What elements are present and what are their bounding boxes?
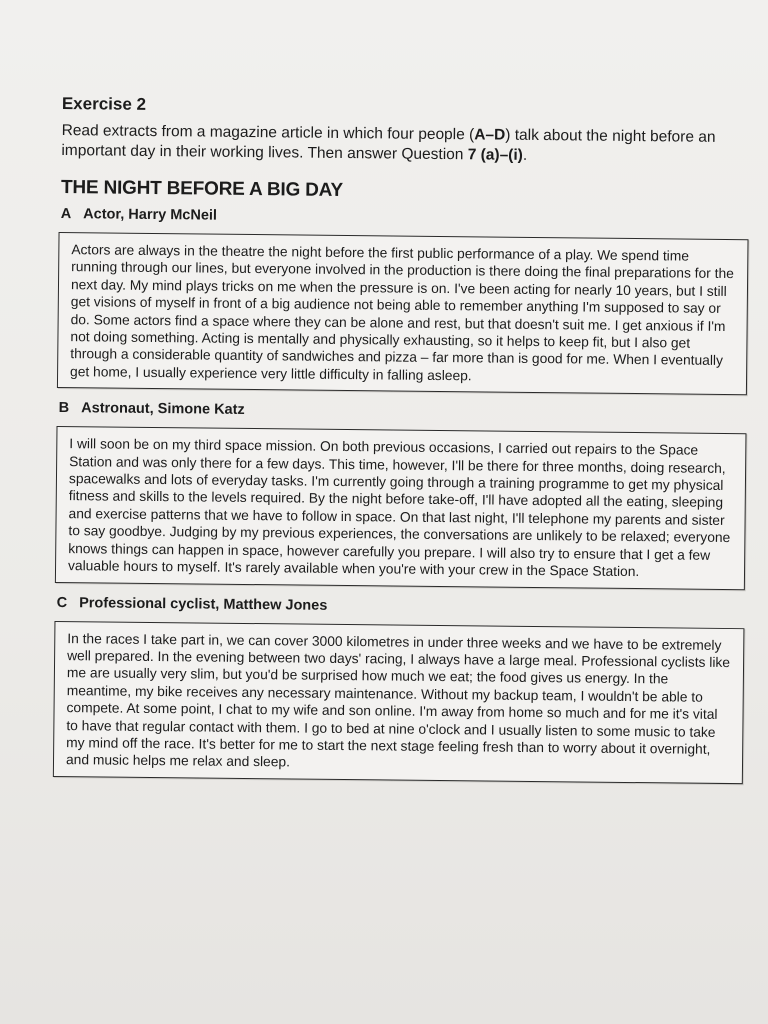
extract-box [55, 426, 747, 589]
instructions-text: ) talk about the night before an important day in their working lives. Then answer Question [61, 126, 716, 164]
section-speaker: Professional cyclist, Matthew Jones [79, 594, 328, 614]
section-a [57, 206, 751, 395]
section-speaker: Astronaut, Simone Katz [81, 400, 245, 419]
section-heading [61, 206, 751, 229]
exercise-title: Exercise 2 [61, 94, 147, 114]
extract-box [57, 232, 749, 395]
section-speaker: Actor, Harry McNeil [83, 206, 218, 224]
article-title: THE NIGHT BEFORE A BIG DAY [60, 177, 344, 201]
section-letter: A [60, 206, 72, 223]
section-letter: B [58, 400, 70, 417]
section-heading [59, 400, 749, 423]
extract-text: I will soon be on my third space mission. On both previous occasions, I carried out repairs to the Space Station and was only there for a few days. This time, however, I'll be there for three months, doing research, spacewalks and lots of everyday tasks. I'm currently going through a training programme to get my physical fitness and skills to the levels required. By the night before take-off, I'll have adopted all the eating, sleeping and exercise patterns that we have to follow in space. On that last night, I'll telephone my parents and sister to say goodbye. Judging by my previous experiences, the conversations are unlikely to be relaxed; everyone knows things can happen in space, however carefully you prepare. I will also try to ensure that I get a few valuable hours to myself. It's rarely available when you're with your crew in the Space Station. [67, 436, 731, 580]
instructions-text: Read extracts from a magazine article in which four people ( [61, 122, 475, 144]
extract-text: In the races I take part in, we can cover 3000 kilometres in under three weeks and we have to be extremely well prepared. In the evening between two days' racing, I always have a large meal. Professional cyclists like me are usually very slim, but you'd be surprised how much we eat; the food gives us energy. In the meantime, my bike receives any necessary maintenance. Without my backup team, I wouldn't be able to compete. At some point, I chat to my wife and son online. I'm away from home so much and for me it's vital to have that regular contact with them. I go to bed at nine o'clock and I usually listen to some music to take my mind off the race. It's better for me to start the next stage feeling fresh than to worry about it overnight, and music helps me relax and sleep. [65, 630, 731, 770]
section-b [55, 400, 749, 589]
page-content [53, 94, 752, 796]
instructions-bold-letters: A–D [474, 126, 506, 144]
instructions-text: . [522, 146, 528, 164]
section-heading [57, 594, 747, 617]
exercise-instructions [61, 121, 751, 168]
extract-text: Actors are always in the theatre the night before the first public performance of a play. We spend time running through our lines, but everyone involved in the production is there doing the final preparations for the next day. My mind plays tricks on me when the pressure is on. I've been acting for nearly 10 years, but I still get visions of myself in front of a big audience not being able to remember anything I'm supposed to say or do. Some actors find a space where they can be alone and rest, but that doesn't suit me. I get anxious if I'm not doing something. Acting is mentally and physically exhausting, so it helps to keep fit, but I also get through a considerable quantity of sandwiches and pizza – far more than is good for me. When I eventually get home, I usually experience very little difficulty in falling asleep. [70, 242, 734, 384]
section-letter: C [56, 594, 68, 611]
instructions-bold-question: 7 (a)–(i) [467, 146, 523, 164]
extract-box [53, 620, 745, 783]
section-c [53, 594, 747, 783]
